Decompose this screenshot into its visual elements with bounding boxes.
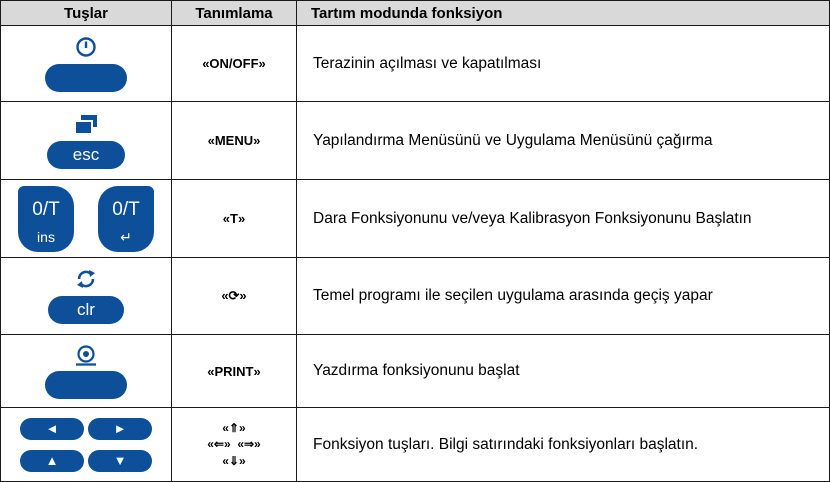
enter-icon: ↵: [120, 228, 132, 245]
up-arrow-button[interactable]: ▲: [20, 450, 84, 472]
table-row: [1, 258, 830, 335]
tare-ins-button[interactable]: [18, 186, 74, 252]
on-off-button[interactable]: [45, 64, 127, 92]
key-name: «ON/OFF»: [172, 26, 297, 102]
left-arrow-button[interactable]: ◄: [20, 418, 84, 440]
key-function: Yazdırma fonksiyonunu başlat: [297, 335, 830, 408]
nav-up-label: «⇑»: [222, 421, 246, 436]
key-function: Dara Fonksiyonunu ve/veya Kalibrasyon Fonksiyonunu Başlatın: [297, 180, 830, 258]
key-function: Yapılandırma Menüsünü ve Uygulama Menüsünü çağırma: [297, 102, 830, 180]
cycle-arrows-icon: [74, 268, 98, 290]
key-name: «⟳»: [172, 258, 297, 335]
tare-label: 0/T: [112, 198, 140, 220]
key-function: Fonksiyon tuşları. Bilgi satırındaki fonksiyonları başlatın.: [297, 408, 830, 482]
table-row: [1, 102, 830, 180]
nav-down-label: «⇓»: [222, 453, 246, 468]
tare-enter-button[interactable]: [98, 186, 154, 252]
tare-label: 0/T: [32, 198, 60, 220]
navigation-key-names: [172, 408, 297, 482]
down-arrow-button[interactable]: ▼: [88, 450, 152, 472]
key-cell: [1, 26, 172, 102]
key-function: Terazinin açılması ve kapatılması: [297, 26, 830, 102]
clr-button[interactable]: clr: [48, 296, 124, 324]
table-row: [1, 180, 830, 258]
table-row: [1, 335, 830, 408]
header-function: Tartım modunda fonksiyon: [297, 1, 830, 26]
menu-windows-icon: [72, 113, 100, 137]
key-cell: [1, 258, 172, 335]
print-button[interactable]: [45, 371, 127, 399]
table-row: [1, 408, 830, 482]
key-cell: [1, 102, 172, 180]
nav-left-label: «⇐»: [207, 437, 231, 452]
menu-esc-button[interactable]: esc: [47, 141, 125, 169]
print-icon: [73, 344, 99, 366]
key-cell: [1, 335, 172, 408]
key-function: Temel programı ile seçilen uygulama arasında geçiş yapar: [297, 258, 830, 335]
nav-right-label: «⇒»: [237, 437, 261, 452]
key-cell: [1, 408, 172, 482]
table-row: [1, 26, 830, 102]
header-description: Tanımlama: [172, 1, 297, 26]
key-name: «PRINT»: [172, 335, 297, 408]
power-icon: [75, 36, 97, 58]
header-keys: Tuşlar: [1, 1, 172, 26]
right-arrow-button[interactable]: ►: [88, 418, 152, 440]
key-name: «MENU»: [172, 102, 297, 180]
key-name: «T»: [172, 180, 297, 258]
header-row: [1, 1, 830, 26]
key-cell: [1, 180, 172, 258]
ins-label: ins: [37, 228, 55, 245]
